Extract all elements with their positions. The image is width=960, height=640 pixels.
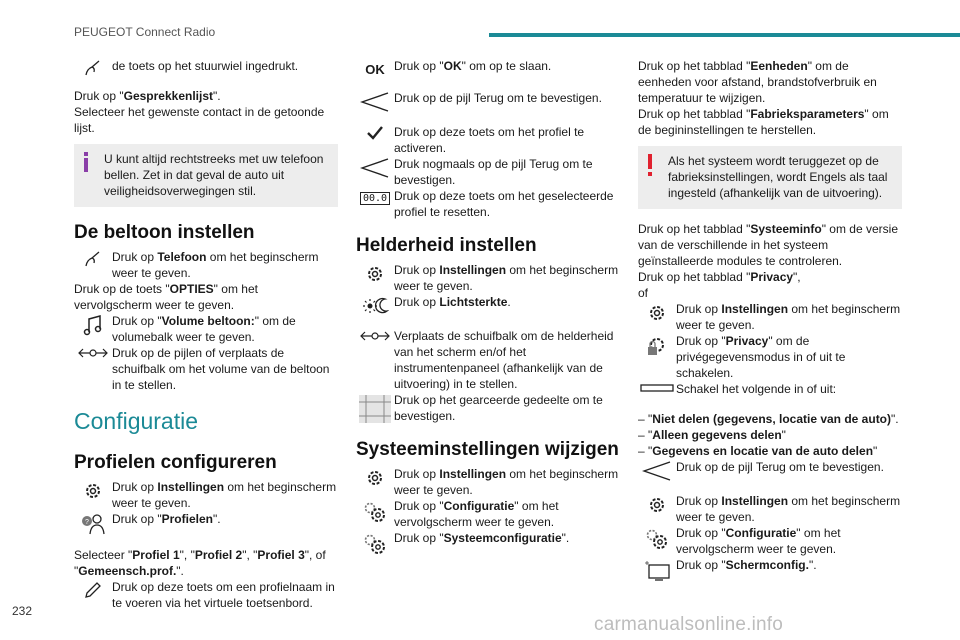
back-arrow-icon [638,459,676,481]
warning-note [638,146,902,209]
note-text: U kunt altijd rechtstreeks met uw telefoon bellen. Zet in dat geval de auto uit veiligheidsoverwegingen stil. [104,152,324,198]
ok-icon: OK [365,62,385,77]
instruction-text: Druk op "Systeemconfiguratie". [394,531,570,545]
instruction-text: Druk op deze toets om het profiel te activeren. [394,125,585,155]
header-bar [489,33,960,37]
gears-icon [356,498,394,524]
instruction-text: Druk op Instellingen om het beginscherm weer te geven. [112,480,337,510]
reset-icon [356,188,394,205]
paragraph: Druk op het tabblad "Eenheden" om de eenheden voor afstand, brandstofverbruik en temperatuur te wijzigen. [638,59,877,105]
instruction-row [638,381,902,397]
paragraph: Druk op het tabblad "Fabrieksparameters" om de begininstellingen te herstellen. [638,107,889,137]
section-heading: Systeeminstellingen wijzigen [356,439,619,460]
instruction-row [356,262,620,294]
instruction-row [356,188,620,220]
instruction-row [356,530,620,556]
reset-icon-label: 00.0 [360,192,390,205]
instruction-text: Druk op "Schermconfig.". [676,558,817,572]
paragraph: Druk op het tabblad "Privacy", [638,270,801,284]
instruction-text: Druk op de pijl Terug om te bevestigen. [394,91,602,105]
brightness-icon [356,294,394,316]
instruction-text: Druk op "Configuratie" om het vervolgscherm weer te geven. [676,526,841,556]
instruction-row [74,511,338,535]
gear-icon [74,479,112,501]
instruction-text: Schakel het volgende in of uit: [676,382,837,396]
hatched-area-icon [356,392,394,424]
paragraph: Selecteer "Profiel 1", "Profiel 2", "Profiel 3", of "Gemeensch.prof.". [74,548,326,578]
pencil-icon [74,579,112,599]
instruction-text: de toets op het stuurwiel ingedrukt. [112,59,299,73]
instruction-text: Druk op "Privacy" om de privégegevensmodus in of uit te schakelen. [676,334,846,380]
paragraph: Druk op "Gesprekkenlijst". [74,89,221,103]
gears-icon [356,530,394,556]
instruction-row [638,525,902,557]
option-item: – "Niet delen (gegevens, locatie van de auto)". [638,412,899,426]
instruction-text: Druk op deze toets om een profielnaam in te voeren via het virtuele toetsenbord. [112,580,335,610]
watermark: carmanualsonline.info [594,614,784,635]
instruction-row [74,579,338,611]
option-item: – "Alleen gegevens delen" [638,428,786,442]
instruction-text: Druk op de pijlen of verplaats de schuifbalk om het volume van de beltoon in te stellen. [112,346,330,392]
instruction-row [74,313,338,345]
svg-text:?: ? [85,519,89,526]
instruction-row [356,466,620,498]
profile-icon [74,511,112,535]
slider-arrows-icon [74,345,112,359]
instruction-row [638,459,902,481]
chapter-heading: Configuratie [74,408,199,434]
instruction-row [638,493,902,525]
instruction-row [638,301,902,333]
instruction-text: Druk op Telefoon om het beginscherm weer te geven. [112,250,319,280]
instruction-row [356,156,620,188]
instruction-row [356,58,620,78]
instruction-row [74,345,338,393]
paragraph: Druk op het tabblad "Systeeminfo" om de versie van de verschillende in het systeem geïnstalleerde modules te controleren. [638,222,898,268]
instruction-text: Druk op "Profielen". [112,512,221,526]
instruction-text: Druk op "Volume beltoon:" om de volumebalk weer te geven. [112,314,296,344]
gear-icon [356,466,394,488]
gear-icon [356,262,394,284]
instruction-text: Verplaats de schuifbalk om de helderheid van het scherm en/of het instrumentenpaneel (afhankelijk van de uitvoering) in te stellen. [394,329,614,391]
gear-icon [638,301,676,323]
section-heading: Profielen configureren [74,452,277,473]
instruction-text: Druk op het gearceerde gedeelte om te bevestigen. [394,393,603,423]
instruction-text: Druk op "Configuratie" om het vervolgscherm weer te geven. [394,499,559,529]
instruction-row [356,328,620,392]
instruction-text: Druk op de pijl Terug om te bevestigen. [676,460,884,474]
instruction-row [638,557,902,581]
instruction-text: Druk op Instellingen om het beginscherm weer te geven. [394,263,619,293]
instruction-text: Druk op Instellingen om het beginscherm weer te geven. [676,494,901,524]
check-icon [356,124,394,140]
privacy-icon [638,333,676,359]
instruction-text: Druk op Lichtsterkte. [394,295,511,309]
column-left [74,58,338,611]
instruction-text: Druk op deze toets om het geselecteerde profiel te resetten. [394,189,614,219]
instruction-row [74,479,338,511]
instruction-row [74,249,338,281]
touch-icon [74,249,112,267]
screen-icon [638,557,676,581]
instruction-row [356,124,620,156]
instruction-text: Druk nogmaals op de pijl Terug om te bevestigen. [394,157,593,187]
section-heading: De beltoon instellen [74,222,255,243]
paragraph: Druk op de toets "OPTIES" om het vervolgscherm weer te geven. [74,282,258,312]
instruction-text: Druk op Instellingen om het beginscherm weer te geven. [676,302,901,332]
info-note [74,144,338,207]
instruction-row [356,392,620,424]
back-arrow-icon [356,156,394,178]
section-heading: Helderheid instellen [356,235,537,256]
touch-icon [74,58,112,76]
instruction-row [356,90,620,112]
info-icon [82,152,90,176]
instruction-row [356,498,620,530]
header-title: PEUGEOT Connect Radio [74,25,216,39]
gear-icon [638,493,676,515]
slider-arrows-icon [356,328,394,342]
music-note-icon [74,313,112,337]
instruction-row [356,294,620,316]
option-item: – "Gegevens en locatie van de auto delen" [638,444,878,458]
toggle-bar-icon [638,381,676,393]
instruction-row [638,333,902,381]
paragraph: Selecteer het gewenste contact in de getoonde lijst. [74,105,325,135]
page-number: 232 [12,604,33,618]
instruction-text: Druk op Instellingen om het beginscherm weer te geven. [394,467,619,497]
gears-icon [638,525,676,551]
back-arrow-icon [356,90,394,112]
instruction-row [74,58,338,76]
warning-icon [646,154,654,180]
column-right [638,58,902,581]
instruction-text: Druk op "OK" om op te slaan. [394,59,552,73]
paragraph: of [638,286,649,300]
column-middle [356,58,620,556]
note-text: Als het systeem wordt teruggezet op de fabrieksinstellingen, wordt Engels als taal ingesteld (afhankelijk van de uitvoering). [668,154,888,200]
